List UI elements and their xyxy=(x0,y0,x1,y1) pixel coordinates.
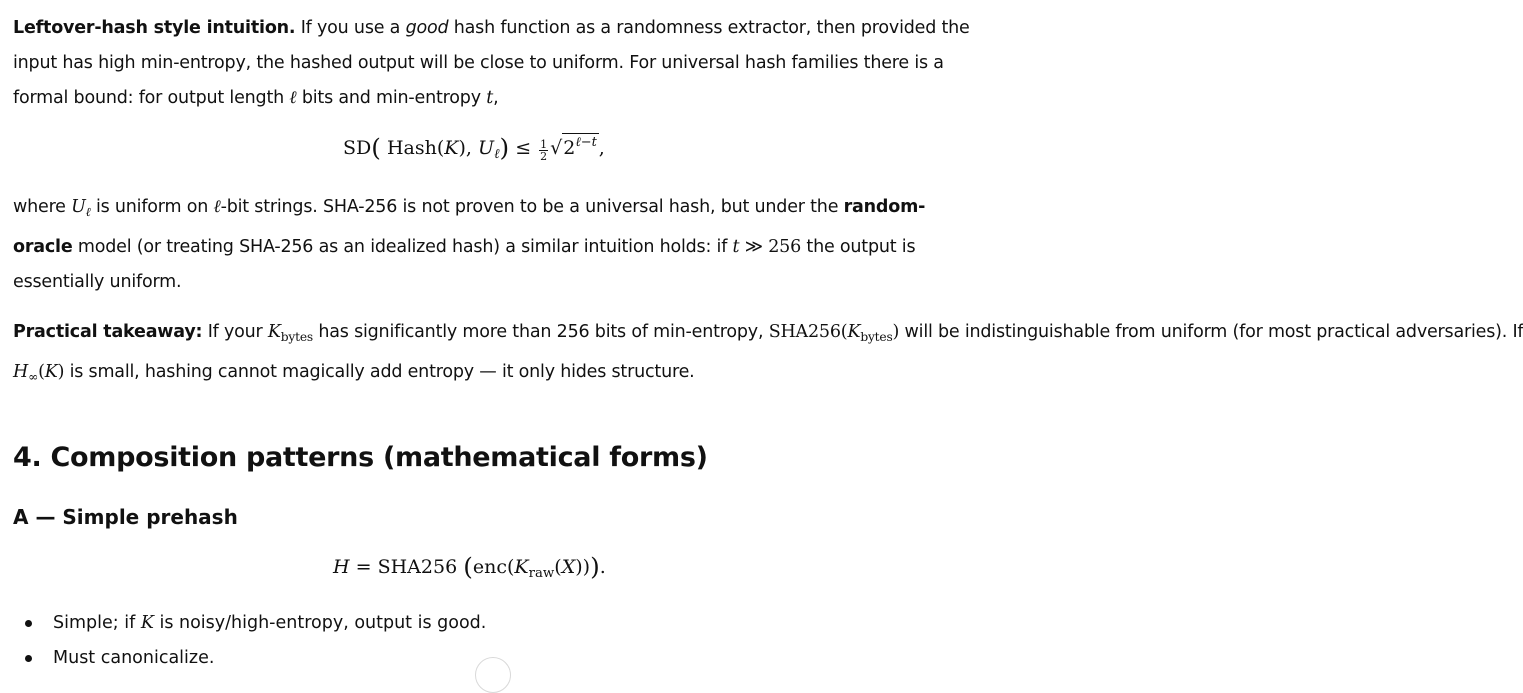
text-run: hash function as a randomness extractor, then provided the input has high min-entropy, the hashed output will be close to uniform. For universal hash families there is a formal bound: for output length xyxy=(13,18,970,108)
text-run: has significantly more than 256 bits of min-entropy, xyxy=(313,322,769,342)
much-greater-symbol: ≫ xyxy=(744,237,763,257)
math-256: 256 xyxy=(768,237,802,257)
prehash-bullet-list xyxy=(13,606,913,676)
text-run: Simple; if xyxy=(53,613,141,633)
subsection-heading-simple-prehash: A — Simple prehash xyxy=(13,505,238,529)
power-exponent: ℓ−t xyxy=(575,135,597,150)
power-base: 2 xyxy=(563,137,576,159)
math-t: t xyxy=(486,88,494,108)
frac-denominator: 2 xyxy=(540,150,548,163)
bullet-dot-icon xyxy=(25,620,32,627)
text-run: , xyxy=(493,88,499,108)
math-k: K xyxy=(44,362,58,382)
text-run: model (or treating SHA-256 as an idealized hash) a similar intuition holds: if xyxy=(72,237,733,257)
math-k: K xyxy=(514,556,529,578)
sqrt-body xyxy=(562,133,598,157)
math-k: K xyxy=(444,137,459,159)
math-t: t xyxy=(732,237,740,257)
math-u: U xyxy=(71,197,86,217)
sqrt-sign: √ xyxy=(550,137,563,159)
math-bytes-sub: bytes xyxy=(860,330,893,344)
math-k: K xyxy=(267,322,281,342)
math-k: K xyxy=(140,613,154,633)
math-k: K xyxy=(847,322,861,342)
random-oracle-term: random-oracle xyxy=(13,197,926,257)
practical-takeaway-lead: Practical takeaway: xyxy=(13,322,203,342)
text-run: If your xyxy=(202,322,268,342)
scroll-to-bottom-button[interactable] xyxy=(475,657,511,693)
math-infinity-sub: ∞ xyxy=(28,370,39,384)
sd-operator: SD xyxy=(343,137,372,159)
leftover-hash-paragraph xyxy=(13,11,973,116)
text-run: is small, hashing cannot magically add entropy — it only hides structure. xyxy=(64,362,695,382)
text-run: -bit strings. SHA-256 is not proven to be a universal hash, but under the xyxy=(220,197,844,217)
math-ell-sub: ℓ xyxy=(493,147,500,162)
leq-symbol: ≤ xyxy=(515,137,532,159)
text-run: where xyxy=(13,197,72,217)
equation-comma: , xyxy=(598,137,605,159)
sha256-function: SHA256 xyxy=(377,556,458,578)
practical-takeaway-paragraph: Practical takeaway: If your $K_{bytes}$ has significantly more than 256 bits of min-entropy, $SHA256(K_{bytes})$ will be indistinguishable from uniform (for most practical adversaries). If $H_\infty(K)$ is small, hashing cannot magically add entropy — it only hides structure. xyxy=(13,322,1523,384)
text-run: If you use a xyxy=(295,18,406,38)
text-run: is noisy/high-entropy, output is good. xyxy=(153,613,487,633)
prehash-equation: H = SHA256 $(enc(K_{raw}(X)))$. xyxy=(333,552,606,581)
math-raw-sub: raw xyxy=(528,566,555,581)
list-item xyxy=(13,641,913,676)
math-u: U xyxy=(477,137,494,159)
random-oracle-paragraph xyxy=(13,190,973,300)
section-heading-composition-patterns: 4. Composition patterns (mathematical forms) xyxy=(13,442,708,473)
text-run: bits and min-entropy xyxy=(296,88,487,108)
equation-period: . xyxy=(599,556,606,578)
text-run: is uniform on xyxy=(90,197,214,217)
equals-symbol: = xyxy=(355,556,372,578)
text-run: Must canonicalize. xyxy=(53,648,215,668)
math-h: H xyxy=(13,362,29,382)
frac-numerator: 1 xyxy=(540,138,548,151)
statistical-distance-equation: SD( Hash(K), $U_\ell$) ≤ $\frac{1}{2}$ $√2^{\ell-t}$ , xyxy=(343,133,605,163)
enc-function: enc xyxy=(472,556,507,578)
emphasis-good: good xyxy=(405,18,449,38)
math-ell-sub: ℓ xyxy=(85,205,91,219)
one-half-fraction xyxy=(539,139,548,162)
math-x: X xyxy=(561,556,576,578)
text-run: the output is essentially uniform. xyxy=(13,237,916,292)
hash-function: Hash xyxy=(386,137,437,159)
math-bytes-sub: bytes xyxy=(280,330,314,344)
bullet-dot-icon xyxy=(25,655,32,662)
sha256-function: SHA256 xyxy=(768,322,841,342)
list-item xyxy=(13,606,913,641)
math-ell: ℓ xyxy=(213,197,221,217)
leftover-hash-lead: Leftover-hash style intuition. xyxy=(13,18,296,38)
math-ell: ℓ xyxy=(289,88,297,108)
math-h: H xyxy=(333,556,350,578)
text-run: will be indistinguishable from uniform (for most practical adversaries). If xyxy=(899,322,1523,342)
